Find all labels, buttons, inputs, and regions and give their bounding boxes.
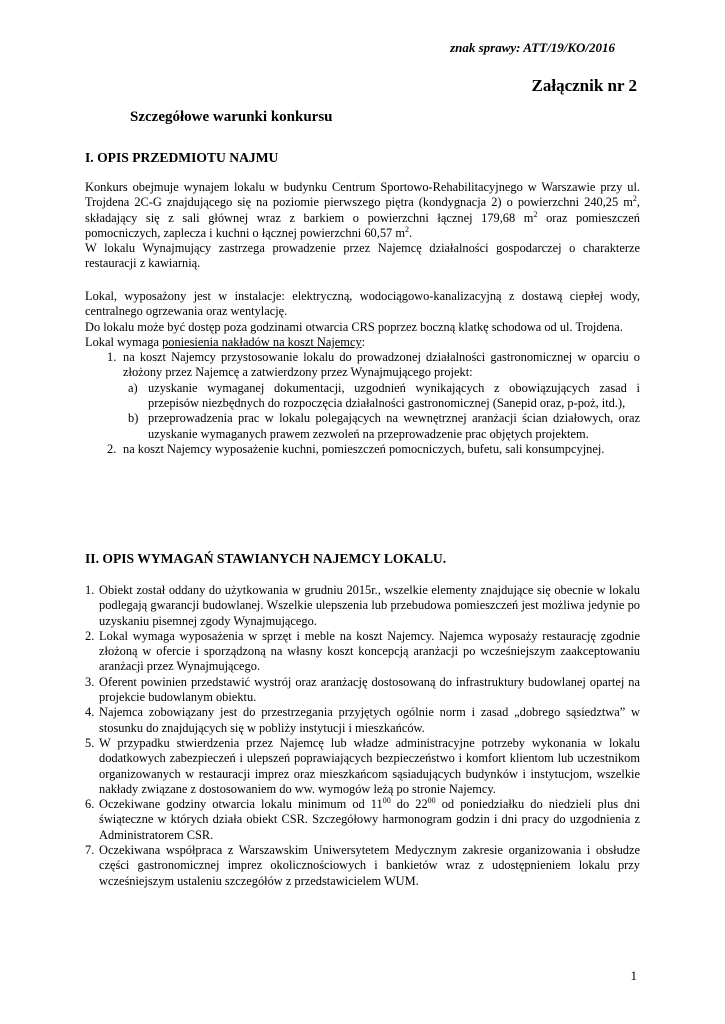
outlays-list xyxy=(85,350,640,457)
sub-list xyxy=(123,381,640,442)
list-item: 2. na koszt Najemcy wyposażenie kuchni, pomieszczeń pomocniczych, bufetu, sali konsumpcyjnej. xyxy=(107,441,605,456)
paragraph-premises: Konkurs obejmuje wynajem lokalu w budynku Centrum Sportowo-Rehabilitacyjnego w Warszawie przy ul. Trojdena 2C-G znajdującego się na poziomie pierwszego piętra (kondygnacja 2) o powierzchni 240,25 $m^2$, składający się z sali głównej wraz z barkiem o powierzchni łącznej 179,68 $m^2$ oraz pomieszczeń pomocniczych, zaplecza i kuchni o łącznej powierzchni 60,57 $m^2$. xyxy=(85,180,640,240)
section-2-body xyxy=(85,583,640,889)
sub-list-item: b) przeprowadzenia prac w lokalu polegających na wewnętrznej aranżacji ścian działowych, oraz uzyskanie wymaganych prawem zezwoleń na przeprowadzenie prac objętych projektem. xyxy=(128,411,640,441)
section-2-heading: II. OPIS WYMAGAŃ STAWIANYCH NAJEMCY LOKALU. xyxy=(85,551,447,566)
sub-list-item: a) uzyskanie wymaganej dokumentacji, uzgodnień wynikających z obowiązujących zasad i przepisów niezbędnych do rozpoczęcia działalności gastronomicznej (Sanepid oraz, p-poż, itd.), xyxy=(128,380,640,411)
paragraph-installations: Lokal, wyposażony jest w instalacje: elektryczną, wodociągowo-kanalizacyjną z dostawą ciepłej wody, centralnego ogrzewania oraz wentylację. xyxy=(85,289,640,319)
list-item: 4. Najemca zobowiązany jest do przestrzegania przyjętych ogólnie norm i zasad „dobrego sąsiedztwa” w stosunku do znajdujących się w pobliży instytucji i mieszkańców. xyxy=(85,705,640,735)
list-item: 2. Lokal wymaga wyposażenia w sprzęt i meble na koszt Najemcy. Najemca wyposaży restaurację zgodnie złożoną w ofercie i sporządzoną na własny koszt koncepcją aranżacji po wcześniejszym zaakceptowaniu aranżacji przez Wynajmującego. xyxy=(85,628,640,674)
list-item: 3. Oferent powinien przedstawić wystrój oraz aranżację dostosowaną do infrastruktury budowlanej opartej na projekcie budowlanym obiektu. xyxy=(85,674,640,705)
section-1-heading: I. OPIS PRZEDMIOTU NAJMU xyxy=(85,150,279,165)
document-subtitle: Szczegółowe warunki konkursu xyxy=(130,109,333,125)
list-item: 1. na koszt Najemcy przystosowanie lokalu do prowadzonej działalności gastronomicznej w oparciu o złożony przez Najemcę a zatwierdzony przez Wynajmującego projekt: a) uzyskanie wymaganej dokumentacji, uzgodnień wynikających z obowiązujących zasad i przepisów niezbędnych do rozpoczęcia działalności gastronomicznej (Sanepid oraz, p-poż, itd.), b) przeprowadzenia prac w lokalu polegających na wewnętrznej aranżacji ścian działowych, oraz uzyskanie wymaganych prawem zezwoleń na przeprowadzenie prac objętych projektem. xyxy=(85,350,640,442)
section-1-body-2 xyxy=(85,289,640,457)
list-item: 5. W przypadku stwierdzenia przez Najemcę lub władze administracyjne potrzeby wykonania w lokalu dodatkowych zabezpieczeń i ulepszeń poprawiających bezpieczeństwo i komfort klientom lub uczestnikom organizowanych w restauracji imprez oraz mieszkańcom sąsiadujących budynków i instytucjom, wszelkie nakłady związane z dostosowaniem do ww. wymogów leżą po stronie Najemcy. xyxy=(85,735,640,796)
list-item: 1. Obiekt został oddany do użytkowania w grudniu 2015r., wszelkie elementy znajdujące się obecnie w lokalu podlegają gwarancji budowlanej. Wszelkie ulepszenia lub przebudowa pomieszczeń jest możliwa jedynie po uzyskaniu pisemnej zgody Wynajmującego. xyxy=(85,583,640,628)
page-number: 1 xyxy=(630,968,637,983)
list-item: 7. Oczekiwana współpraca z Warszawskim Uniwersytetem Medycznym zakresie organizowania i obsłudze części gastronomicznej imprez okolicznościowych i bankietów wraz z udostępnieniem lokalu przy wcześniejszym ustaleniu szczegółów z przedstawicielem WUM. xyxy=(85,843,640,888)
paragraph-business-type: W lokalu Wynajmujący zastrzega prowadzenie przez Najemcę działalności gospodarczej o charakterze restauracji z kawiarnią. xyxy=(85,241,640,271)
case-reference: znak sprawy: ATT/19/KO/2016 xyxy=(450,40,615,55)
list-item: 6. Oczekiwane godziny otwarcia lokalu minimum od $11^{00}$ do $22^{00}$ od poniedziałku do niedzieli plus dni świąteczne w których działa obiekt CSR. Szczegółowy harmonogram godzin i dni pracy do uzgodnienia z Administratorem CSR. xyxy=(85,796,641,842)
section-1-body xyxy=(85,180,640,272)
attachment-label: Załącznik nr 2 xyxy=(531,76,637,95)
paragraph-access: Do lokalu może być dostęp poza godzinami otwarcia CRS poprzez boczną klatkę schodowa od ul. Trojdena. xyxy=(85,319,623,334)
paragraph-outlays: Lokal wymaga poniesienia nakładów na koszt Najemcy: xyxy=(85,334,366,349)
